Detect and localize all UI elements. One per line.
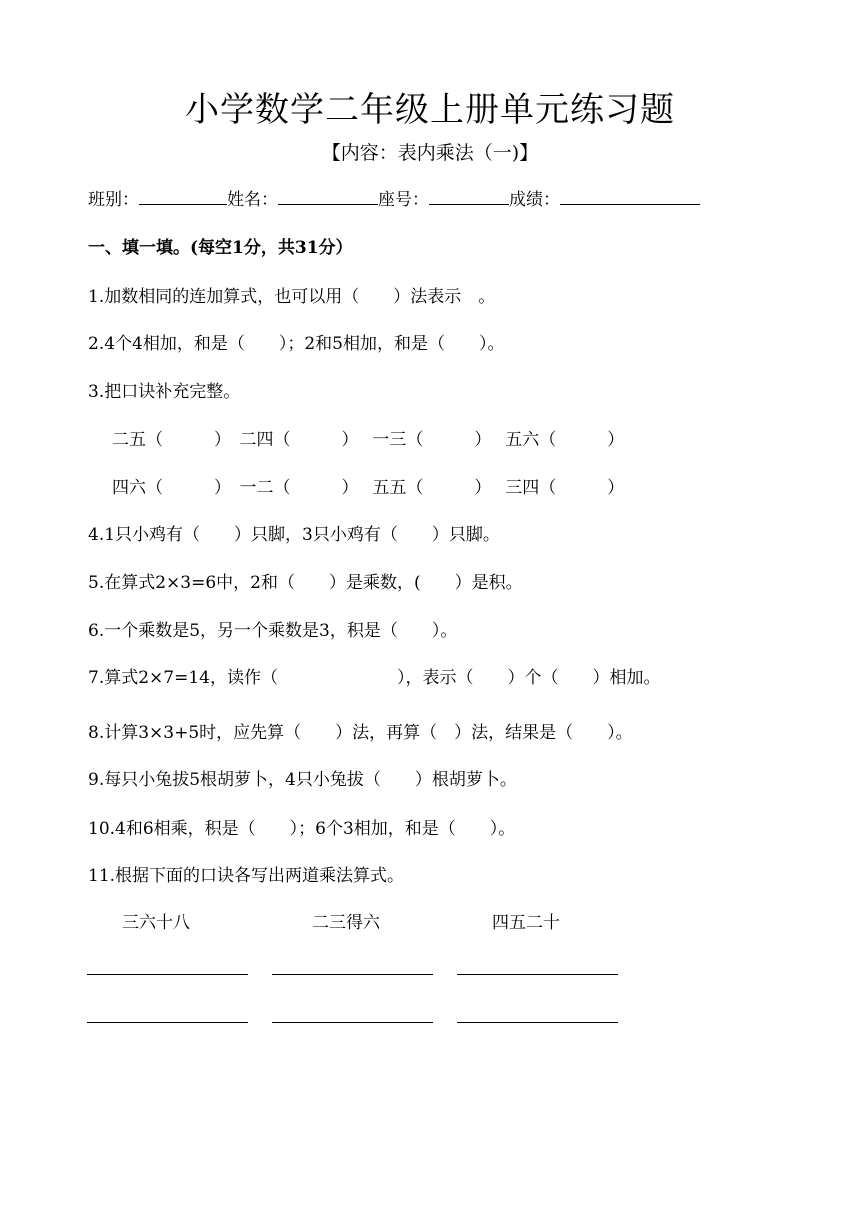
answer-line[interactable] bbox=[87, 974, 248, 975]
question-6: 6.一个乘数是5，另一个乘数是3，积是（ ）。 bbox=[88, 621, 458, 641]
question-3-row-2: 四六（ ） 一二（ ） 五五（ ） 三四（ ） bbox=[112, 478, 625, 498]
name-label: 姓名： bbox=[227, 190, 278, 210]
question-8: 8.计算3×3+5时，应先算（ ）法，再算（ ）法，结果是（ ）。 bbox=[88, 723, 633, 743]
seat-blank[interactable] bbox=[429, 188, 509, 205]
koujue-2: 二三得六 bbox=[312, 913, 380, 933]
question-4: 4.1只小鸡有（ ）只脚，3只小鸡有（ ）只脚。 bbox=[88, 525, 500, 545]
question-1: 1.加数相同的连加算式，也可以用（ ）法表示 。 bbox=[88, 287, 496, 307]
page-subtitle: 【内容：表内乘法（一)】 bbox=[321, 142, 539, 164]
score-blank[interactable] bbox=[560, 188, 700, 205]
question-3: 3.把口诀补充完整。 bbox=[88, 382, 241, 402]
page-title: 小学数学二年级上册单元练习题 bbox=[185, 90, 675, 130]
question-10: 10.4和6相乘，积是（ ）；6个3相加，和是（ ）。 bbox=[88, 819, 516, 839]
koujue-1: 三六十八 bbox=[122, 913, 190, 933]
answer-line[interactable] bbox=[272, 974, 433, 975]
name-blank[interactable] bbox=[278, 188, 378, 205]
answer-line[interactable] bbox=[457, 1022, 618, 1023]
section-heading: 一、填一填。(每空1分，共31分） bbox=[88, 238, 353, 258]
answer-line[interactable] bbox=[457, 974, 618, 975]
question-7: 7.算式2×7=14，读作（ ），表示（ ）个（ ）相加。 bbox=[88, 668, 661, 688]
question-11: 11.根据下面的口诀各写出两道乘法算式。 bbox=[88, 866, 405, 886]
koujue-3: 四五二十 bbox=[492, 913, 560, 933]
answer-line[interactable] bbox=[87, 1022, 248, 1023]
question-9: 9.每只小兔拔5根胡萝卜，4只小兔拔（ ）根胡萝卜。 bbox=[88, 770, 517, 790]
question-5: 5.在算式2×3=6中，2和（ ）是乘数，( ）是积。 bbox=[88, 573, 523, 593]
class-label: 班别： bbox=[88, 190, 139, 210]
class-blank[interactable] bbox=[139, 188, 227, 205]
student-info-row bbox=[88, 185, 700, 210]
question-2: 2.4个4相加，和是（ ）；2和5相加，和是（ ）。 bbox=[88, 334, 505, 354]
question-3-row-1: 二五（ ） 二四（ ） 一三（ ） 五六（ ） bbox=[112, 430, 625, 450]
score-label: 成绩： bbox=[509, 190, 560, 210]
answer-line[interactable] bbox=[272, 1022, 433, 1023]
seat-label: 座号： bbox=[378, 190, 429, 210]
